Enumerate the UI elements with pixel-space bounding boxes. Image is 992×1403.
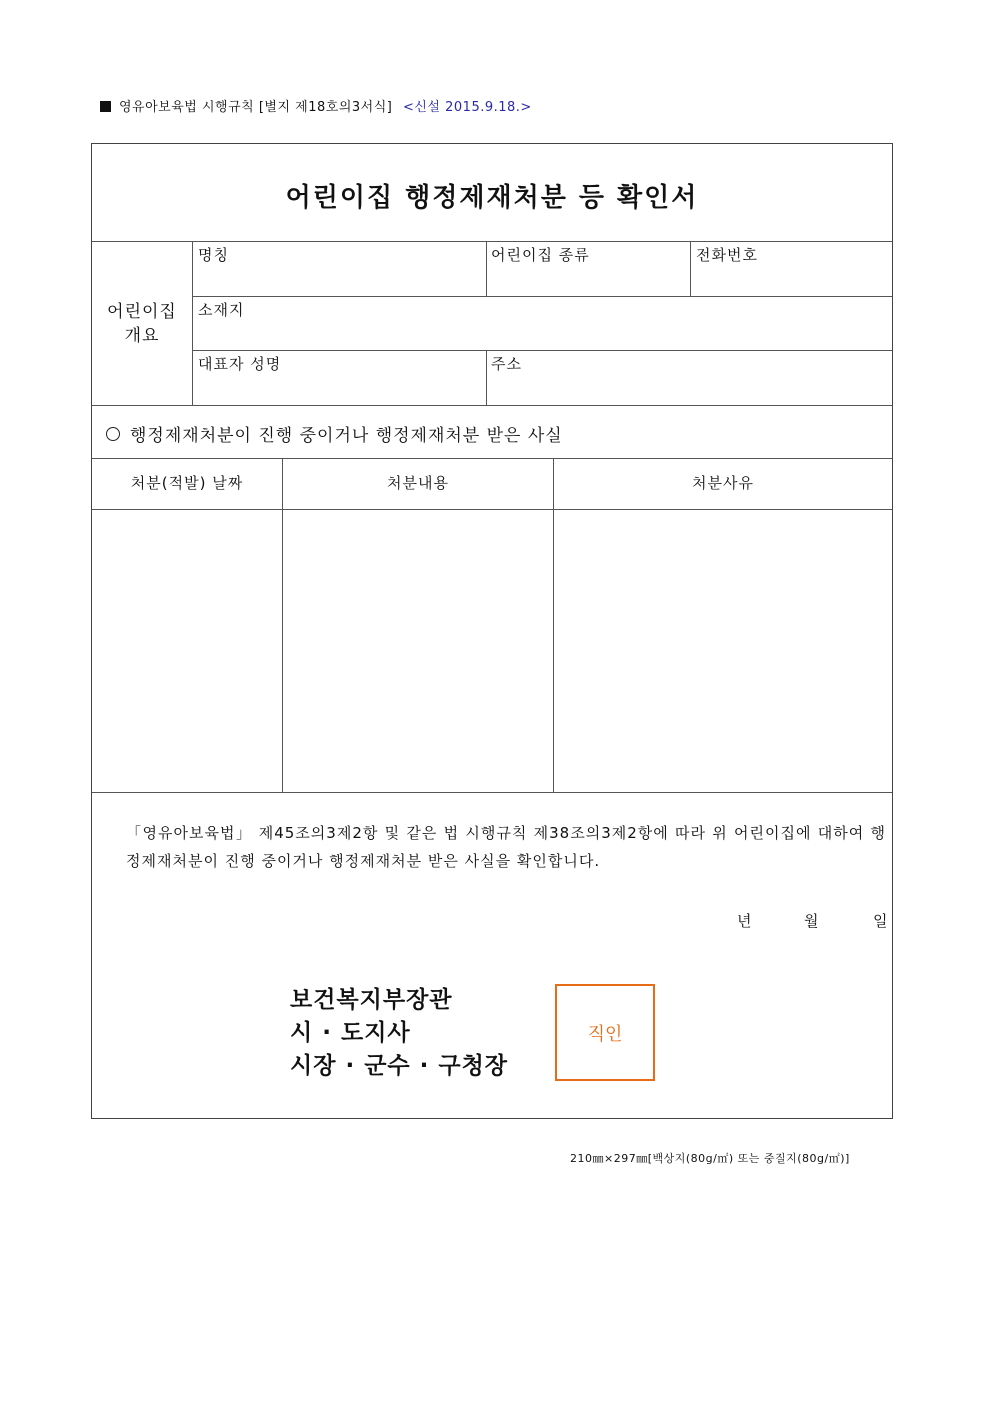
column-header-content: 처분내용 xyxy=(387,474,449,492)
confirmation-statement: 「영유아보육법」 제45조의3제2항 및 같은 법 시행규칙 제38조의3제2항에 따라 위 어린이집에 대하여 행정제재처분이 진행 중이거나 행정제재처분 받은 사실을 확인합니다. xyxy=(126,824,886,870)
divider xyxy=(192,241,193,405)
divider xyxy=(92,792,892,793)
overview-label-line2: 개요 xyxy=(124,326,160,346)
divider xyxy=(192,350,892,351)
date-year[interactable]: 년 xyxy=(737,912,752,930)
divider xyxy=(486,241,487,296)
authority-line: 시장 · 군수 · 구청장 xyxy=(290,1053,509,1079)
divider xyxy=(92,241,892,242)
overview-section-label xyxy=(92,242,192,406)
form-reference-header xyxy=(100,96,532,115)
name-field[interactable]: 명칭 xyxy=(198,246,229,264)
divider xyxy=(92,509,892,510)
divider xyxy=(92,405,892,406)
issuing-authority xyxy=(290,984,508,1083)
representative-name-field[interactable]: 대표자 성명 xyxy=(198,355,282,373)
law-reference: 영유아보육법 시행규칙 [별지 제18호의3서식] xyxy=(119,100,393,115)
divider xyxy=(690,241,691,296)
sanction-section-heading xyxy=(106,421,563,446)
paper-specification: 210㎜×297㎜[백상지(80g/㎡) 또는 중질지(80g/㎡)] xyxy=(570,1152,850,1165)
divider xyxy=(553,458,554,792)
divider xyxy=(486,350,487,405)
circle-bullet-icon xyxy=(106,427,120,441)
location-field[interactable]: 소재지 xyxy=(198,301,245,319)
divider xyxy=(282,458,283,792)
divider xyxy=(92,458,892,459)
phone-field[interactable]: 전화번호 xyxy=(696,246,758,264)
divider xyxy=(192,296,892,297)
address-field[interactable]: 주소 xyxy=(491,355,522,373)
form-title: 어린이집 행정제재처분 등 확인서 xyxy=(285,183,699,213)
daycare-type-field[interactable]: 어린이집 종류 xyxy=(491,246,590,264)
seal-label: 직인 xyxy=(587,1023,623,1045)
column-header-date: 처분(적발) 날짜 xyxy=(130,474,244,492)
authority-line: 시 · 도지사 xyxy=(290,1020,411,1046)
date-day[interactable]: 일 xyxy=(873,912,888,930)
confirmation-form xyxy=(91,143,893,1119)
revision-note: <신설 2015.9.18.> xyxy=(402,100,532,115)
authority-line: 보건복지부장관 xyxy=(290,987,453,1013)
overview-label-line1: 어린이집 xyxy=(107,302,177,322)
column-header-reason: 처분사유 xyxy=(692,474,754,492)
sanction-heading-text: 행정제재처분이 진행 중이거나 행정제재처분 받은 사실 xyxy=(130,426,563,446)
date-month[interactable]: 월 xyxy=(804,912,819,930)
square-bullet-icon xyxy=(100,101,111,112)
official-seal-box xyxy=(555,984,655,1081)
